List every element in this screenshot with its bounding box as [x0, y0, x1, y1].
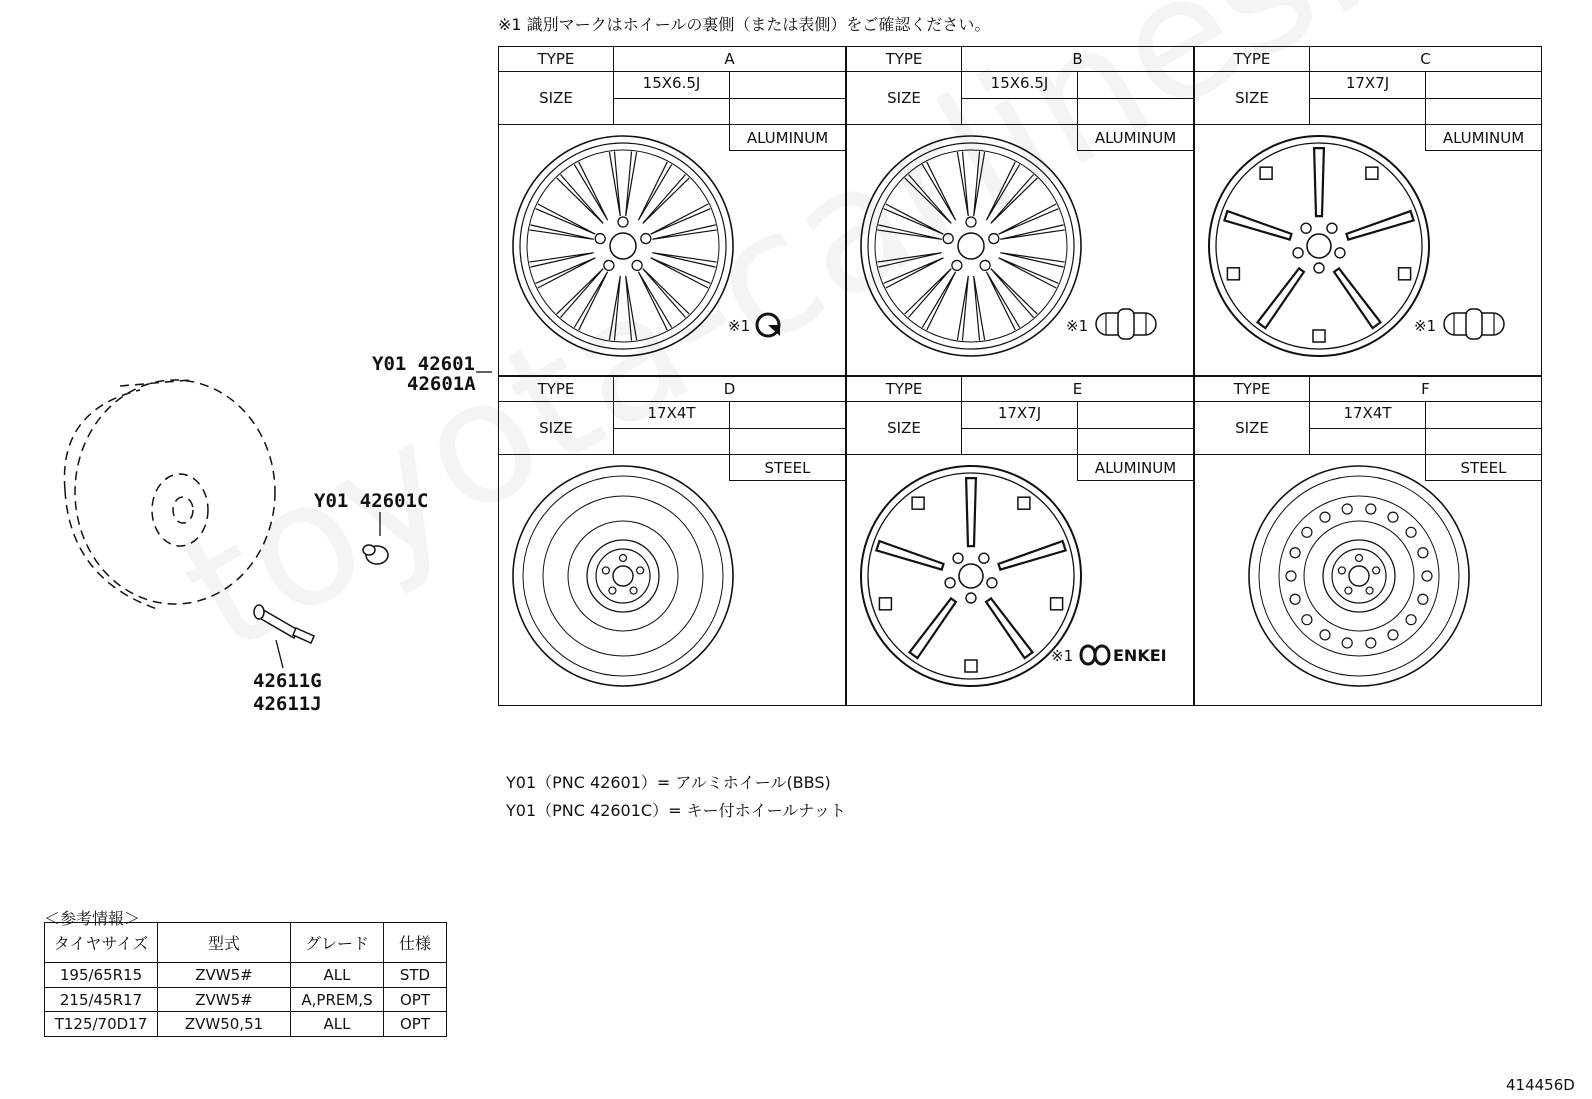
ref-table-title: ＜参考情報＞: [44, 909, 141, 928]
ref-header-cell: グレード: [290, 922, 384, 963]
material-label: ALUMINUM: [1077, 454, 1194, 481]
size-label: SIZE: [498, 401, 614, 455]
part-number-valve-1: 42611G: [253, 670, 322, 692]
wheel-drawing-f: [1194, 376, 1542, 706]
type-value: E: [961, 376, 1194, 402]
note-line-1: Y01（PNC 42601）= アルミホイール(BBS): [506, 773, 831, 792]
material-label: STEEL: [1425, 454, 1542, 481]
wheel-drawing-c: [1194, 46, 1542, 376]
size-value: 15X6.5J: [613, 71, 730, 99]
type-label: TYPE: [1194, 46, 1310, 72]
note-line-2: Y01（PNC 42601C）= キー付ホイールナット: [506, 801, 846, 820]
material-label: ALUMINUM: [1077, 124, 1194, 151]
part-number-nut: Y01 42601C: [314, 490, 429, 512]
size-value: 17X4T: [1309, 401, 1426, 429]
type-value: A: [613, 46, 846, 72]
svg-text:ENKEI: ENKEI: [1113, 646, 1167, 665]
ref-table-cell: STD: [383, 962, 447, 988]
ref-table-cell: ZVW5#: [157, 962, 291, 988]
drawing-id: 414456D: [1506, 1076, 1575, 1094]
type-label: TYPE: [498, 46, 614, 72]
size-label: SIZE: [498, 71, 614, 125]
valve-part: [250, 598, 330, 658]
ref-table-cell: OPT: [383, 987, 447, 1012]
ref-table-cell: T125/70D17: [44, 1011, 158, 1037]
tire-illustration: [40, 370, 340, 630]
size-value: 17X7J: [1309, 71, 1426, 99]
ref-table-cell: ZVW50,51: [157, 1011, 291, 1037]
svg-text:※1: ※1: [1414, 317, 1437, 335]
ref-header-cell: 仕様: [383, 922, 447, 963]
svg-text:※1: ※1: [728, 317, 751, 335]
part-number-wheel-1: Y01 42601: [372, 353, 475, 375]
wheel-drawing-d: [498, 376, 846, 706]
part-number-wheel-2: 42601A: [407, 373, 476, 395]
ref-table-cell: ALL: [290, 962, 384, 988]
size-label: SIZE: [846, 401, 962, 455]
type-value: B: [961, 46, 1194, 72]
size-label: SIZE: [1194, 71, 1310, 125]
part-number-valve-2: 42611J: [253, 693, 322, 715]
wheel-nut-part: [356, 533, 396, 573]
material-label: STEEL: [729, 454, 846, 481]
ref-table-cell: ZVW5#: [157, 987, 291, 1012]
size-value: 17X4T: [613, 401, 730, 429]
ref-table-cell: A,PREM,S: [290, 987, 384, 1012]
wheel-drawing-e: [846, 376, 1194, 706]
type-value: F: [1309, 376, 1542, 402]
type-label: TYPE: [1194, 376, 1310, 402]
type-label: TYPE: [846, 46, 962, 72]
type-label: TYPE: [498, 376, 614, 402]
size-value: 17X7J: [961, 401, 1078, 429]
ref-table-cell: OPT: [383, 1011, 447, 1037]
svg-text:※1: ※1: [1066, 317, 1089, 335]
type-label: TYPE: [846, 376, 962, 402]
size-label: SIZE: [846, 71, 962, 125]
size-label: SIZE: [1194, 401, 1310, 455]
wheel-drawing-b: [846, 46, 1194, 376]
type-value: C: [1309, 46, 1542, 72]
size-value: 15X6.5J: [961, 71, 1078, 99]
material-label: ALUMINUM: [1425, 124, 1542, 151]
svg-text:※1: ※1: [1051, 647, 1074, 665]
top-note: ※1 識別マークはホイールの裏側（または表側）をご確認ください。: [498, 15, 991, 34]
ref-table-cell: ALL: [290, 1011, 384, 1037]
ref-table-cell: 195/65R15: [44, 962, 158, 988]
ref-header-cell: タイヤサイズ: [44, 922, 158, 963]
ref-table-cell: 215/45R17: [44, 987, 158, 1012]
wheel-drawing-a: [498, 46, 846, 376]
type-value: D: [613, 376, 846, 402]
ref-header-cell: 型式: [157, 922, 291, 963]
material-label: ALUMINUM: [729, 124, 846, 151]
